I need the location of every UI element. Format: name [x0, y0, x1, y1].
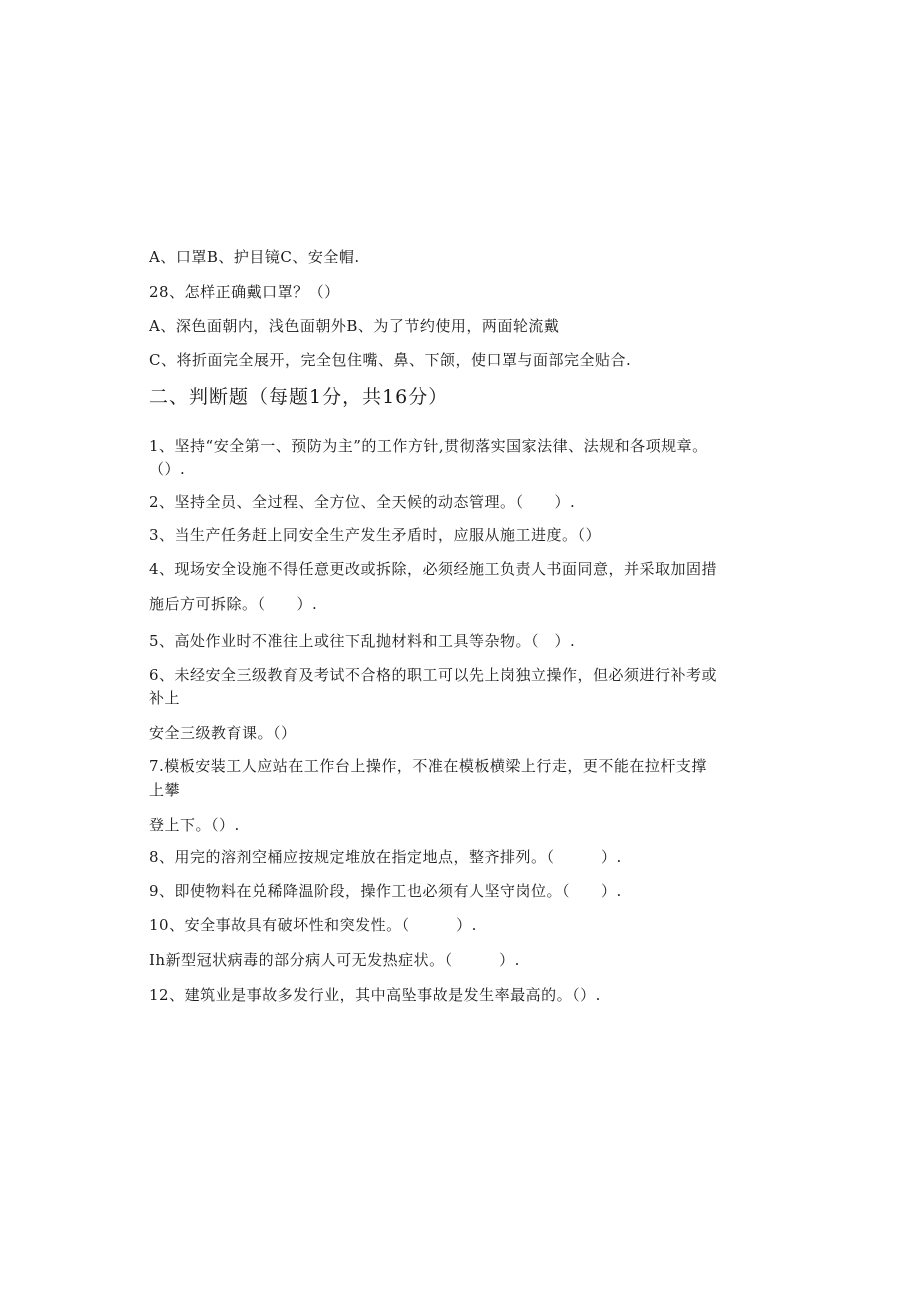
judgement-6-line-2: 补上 — [149, 689, 181, 707]
question-28-option-c: C、将折面完全展开，完全包住嘴、鼻、下颌，使口罩与面部完全贴合. — [149, 351, 632, 369]
judgement-6-line-3: 安全三级教育课。（） — [149, 724, 297, 742]
judgement-2: 2、坚持全员、全过程、全方位、全天候的动态管理。（ ）. — [149, 493, 576, 511]
judgement-1-line-1: 1、坚持“安全第一、预防为主”的工作方针,贯彻落实国家法律、法规和各项规章。 — [149, 437, 708, 455]
question-27-options: A、口罩B、护目镜C、安全帽. — [149, 248, 360, 266]
judgement-1-line-2: （）. — [149, 460, 186, 478]
question-28-options-ab: A、深色面朝内，浅色面朝外B、为了节约使用，两面轮流戴 — [149, 317, 560, 335]
judgement-10: 10、安全事故具有破坏性和突发性。（ ）. — [149, 916, 477, 934]
judgement-9: 9、即使物料在兑稀降温阶段，操作工也必须有人坚守岗位。（ ）. — [149, 882, 622, 900]
judgement-8: 8、用完的溶剂空桶应按规定堆放在指定地点，整齐排列。（ ）. — [149, 848, 622, 866]
question-28: 28、怎样正确戴口罩？（） — [149, 283, 340, 301]
judgement-3: 3、当生产任务赶上同安全生产发生矛盾时，应服从施工进度。（） — [149, 526, 602, 544]
judgement-7-line-2: 上攀 — [149, 781, 181, 799]
judgement-4-line-1: 4、现场安全设施不得任意更改或拆除，必须经施工负责人书面同意，并采取加固措 — [149, 560, 718, 578]
judgement-11: Ih新型冠状病毒的部分病人可无发热症状。（ ）. — [149, 951, 520, 969]
section-heading-judgement: 二、判断题（每题1分，共16分） — [149, 386, 449, 408]
judgement-4-line-2: 施后方可拆除。（ ）. — [149, 595, 318, 613]
judgement-7-line-1: 7.模板安装工人应站在工作台上操作，不准在模板横梁上行走，更不能在拉杆支撑 — [149, 757, 707, 775]
judgement-5: 5、高处作业时不准往上或往下乱抛材料和工具等杂物。（ ）. — [149, 632, 576, 650]
judgement-6-line-1: 6、未经安全三级教育及考试不合格的职工可以先上岗独立操作，但必须进行补考或 — [149, 666, 718, 684]
judgement-12: 12、建筑业是事故多发行业，其中高坠事故是发生率最高的。（）. — [149, 986, 601, 1004]
judgement-7-line-3: 登上下。（）. — [149, 816, 240, 834]
